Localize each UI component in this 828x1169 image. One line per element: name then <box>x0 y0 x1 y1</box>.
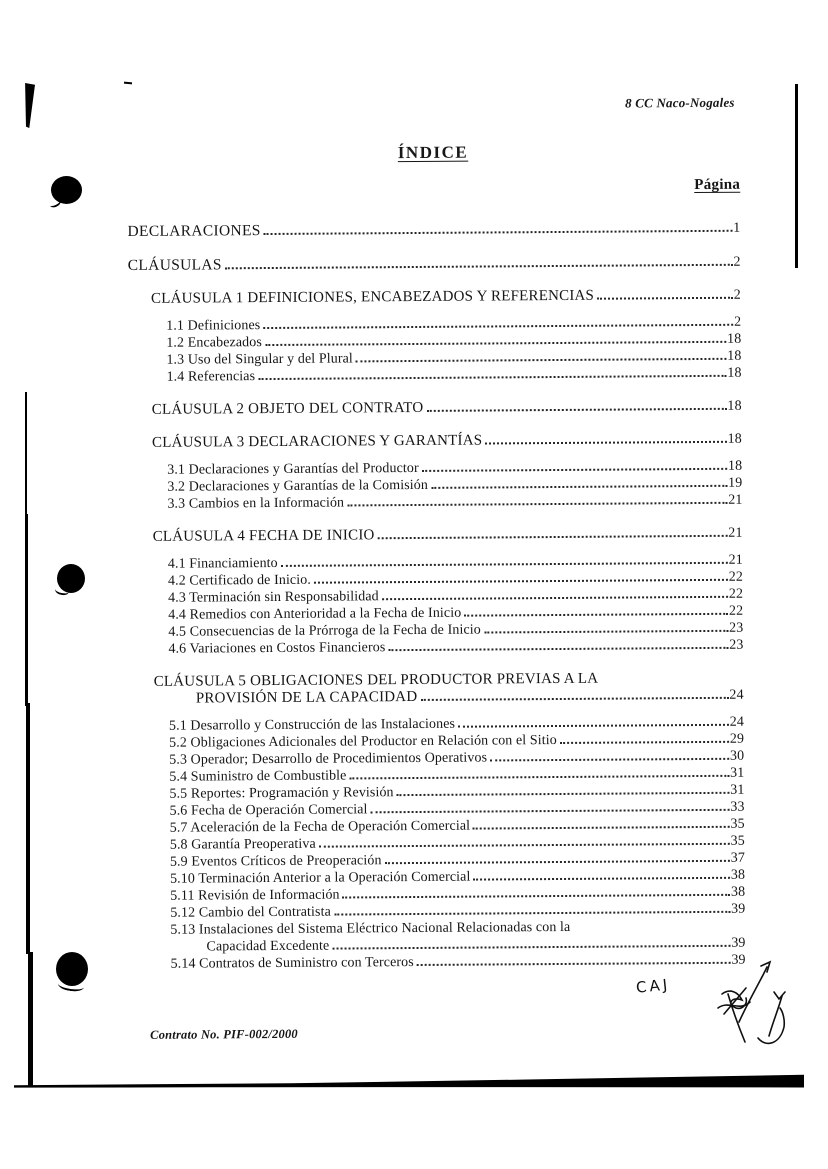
toc-leader-dots <box>347 502 727 507</box>
toc-entry-label: 5.12 Cambio del Contratista <box>170 904 331 921</box>
toc-entry-label: 5.1 Desarrollo y Construcción de las Instalaciones <box>168 716 456 734</box>
toc-entry-label: 5.8 Garantía Preoperativa <box>169 836 316 853</box>
toc-leader-dots <box>263 324 733 329</box>
toc-entry-label: 4.4 Remedios con Anterioridad a la Fecha de Inicio <box>168 605 462 623</box>
toc-entry-label: CLÁUSULA 2 OBJETO DEL CONTRATO <box>151 399 424 418</box>
toc-entry-page: 35 <box>730 833 745 849</box>
toc-leader-dots <box>417 962 731 966</box>
toc-leader-dots <box>378 535 728 539</box>
toc-entry-page: 31 <box>730 782 745 798</box>
toc-leader-dots <box>314 579 728 584</box>
toc-leader-dots <box>422 468 727 472</box>
toc-entry-page: 2 <box>733 254 741 270</box>
toc-entry-label: Capacidad Excedente <box>206 938 330 955</box>
toc-entry-page: 31 <box>730 765 745 781</box>
toc-leader-dots <box>484 630 728 634</box>
toc-entry-line <box>152 431 742 452</box>
toc-entry-page: 35 <box>730 816 745 832</box>
toc-entry-label: 5.7 Aceleración de la Fecha de Operación Comercial <box>169 818 471 836</box>
toc-leader-dots <box>264 230 733 235</box>
toc-entry-line <box>154 687 744 708</box>
toc-entry-page: 23 <box>729 637 744 653</box>
toc-entry <box>133 952 746 973</box>
toc-leader-dots <box>485 441 726 445</box>
toc-leader-dots <box>343 894 730 899</box>
toc-leader-dots <box>464 613 728 617</box>
toc-leader-dots <box>473 826 729 830</box>
toc-entry-page: 39 <box>731 901 746 917</box>
toc-entry-page: 29 <box>729 731 745 747</box>
toc-entry-page: 38 <box>730 867 746 883</box>
toc-entry-label: 5.14 Contratos de Suministro con Terceros <box>170 955 414 972</box>
toc-leader-dots <box>225 264 733 270</box>
toc-leader-dots <box>258 375 726 380</box>
toc-entry-label: 5.11 Revisión de Información <box>170 887 340 904</box>
toc-entry <box>127 219 740 241</box>
toc-leader-dots <box>473 877 729 881</box>
toc-entry-line <box>128 253 741 275</box>
toc-list <box>127 219 745 973</box>
toc-entry-label: 1.2 Encabezados <box>166 335 262 351</box>
toc-entry-label: 5.6 Fecha de Operación Comercial <box>169 802 368 819</box>
toc-entry-label: 1.3 Uso del Singular y del Plural <box>166 351 353 368</box>
toc-entry-label: 3.2 Declaraciones y Garantías de la Comisión <box>167 477 428 495</box>
toc-entry-page: 22 <box>728 586 744 602</box>
toc-entry <box>129 431 742 452</box>
toc-entry-page: 2 <box>733 287 742 303</box>
toc-entry <box>129 492 742 513</box>
toc-entry-label: 3.3 Cambios en la Información <box>167 495 345 512</box>
toc-leader-dots <box>371 809 730 814</box>
toc-entry-line <box>171 952 746 973</box>
toc-entry-page: 18 <box>727 331 742 347</box>
toc-leader-dots <box>332 945 730 950</box>
toc-entry <box>131 670 744 708</box>
toc-entry-label: CLÁUSULAS <box>127 256 222 274</box>
toc-entry-page: 18 <box>727 431 743 447</box>
toc-entry-label: 5.9 Eventos Críticos de Preoperación <box>169 853 382 870</box>
handwritten-note: CAJ <box>635 975 672 997</box>
toc-entry-page: 38 <box>730 884 746 900</box>
signature-scribble <box>688 950 800 1050</box>
toc-entry-page: 39 <box>731 952 746 968</box>
toc-leader-dots <box>426 408 726 412</box>
toc-entry-label: 5.5 Reportes: Programación y Revisión <box>169 785 394 802</box>
toc-leader-dots <box>281 562 728 567</box>
toc-entry-label: 5.3 Operador; Desarrollo de Procedimientos Operativos <box>169 750 488 768</box>
toc-entry-page: 24 <box>729 714 745 730</box>
toc-entry-page: 19 <box>728 475 743 491</box>
toc-entry-label: 5.13 Instalaciones del Sistema Eléctrico Nacional Relacionadas con la <box>170 919 571 938</box>
toc-entry-page: 24 <box>729 687 744 703</box>
toc-leader-dots <box>265 341 726 346</box>
toc-entry-label: DECLARACIONES <box>127 222 261 240</box>
toc-entry-page: 18 <box>727 365 742 381</box>
toc-entry <box>129 398 742 419</box>
toc-entry-page: 21 <box>728 525 743 541</box>
toc-entry-label: 4.5 Consecuencias de la Prórroga de la Fecha de Inicio <box>168 622 481 640</box>
toc-entry <box>132 918 745 956</box>
toc-entry <box>128 287 741 308</box>
toc-entry-line <box>167 492 742 513</box>
toc-entry-page: 18 <box>727 458 743 474</box>
toc-entry-label: 4.3 Terminación sin Responsabilidad <box>168 589 379 606</box>
toc-entry-page: 22 <box>728 569 744 585</box>
toc-entry-label: 1.4 Referencias <box>166 369 256 385</box>
toc-entry-page: 21 <box>728 552 743 568</box>
toc-entry <box>128 253 741 275</box>
toc-entry-page: 18 <box>727 398 742 414</box>
toc-entry-page: 37 <box>730 850 745 866</box>
toc-entry-page: 18 <box>727 348 742 364</box>
toc-entry-line <box>153 525 743 546</box>
toc-entry-line <box>127 219 740 241</box>
toc-leader-dots <box>382 596 728 600</box>
toc-leader-dots <box>397 792 730 796</box>
toc-entry-label: CLÁUSULA 1 DEFINICIONES, ENCABEZADOS Y REFERENCIAS <box>150 287 595 307</box>
toc-entry-page: 2 <box>734 314 742 330</box>
toc-entry-page: 22 <box>728 603 744 619</box>
toc-entry <box>130 525 743 546</box>
toc-entry-label: 4.2 Certificado de Inicio. <box>167 572 311 589</box>
toc-entry-line <box>151 287 741 308</box>
toc-entry-page: 1 <box>733 220 741 236</box>
toc-leader-dots <box>597 297 733 300</box>
toc-entry-label: PROVISIÓN DE LA CAPACIDAD <box>195 688 418 707</box>
toc-entry-page: 30 <box>729 748 745 764</box>
page-title: ÍNDICE <box>397 142 469 163</box>
toc-leader-dots <box>319 843 730 848</box>
toc-leader-dots <box>356 358 726 363</box>
toc-entry <box>130 637 743 658</box>
toc-entry-label: 5.4 Suministro de Combustible <box>169 768 347 785</box>
toc-leader-dots <box>490 758 729 762</box>
toc-entry-page: 23 <box>729 620 744 636</box>
toc-leader-dots <box>388 647 728 651</box>
toc-entry-label: 5.2 Obligaciones Adicionales del Productor en Relación con el Sitio <box>169 733 557 751</box>
toc-entry-label: 5.10 Terminación Anterior a la Operación Comercial <box>169 869 471 887</box>
toc-entry-page: 21 <box>728 492 743 508</box>
toc-entry-label: CLÁUSULA 3 DECLARACIONES Y GARANTÍAS <box>151 432 483 451</box>
toc-leader-dots <box>385 860 730 864</box>
toc-entry-label: 3.1 Declaraciones y Garantías del Productor <box>167 460 419 478</box>
toc-leader-dots <box>458 724 729 728</box>
toc-entry-line <box>166 365 741 386</box>
toc-entry <box>128 365 741 386</box>
toc-leader-dots <box>349 775 729 780</box>
doc-ref-header: 8 CC Naco-Nogales <box>625 94 735 111</box>
toc-entry-page: 39 <box>731 935 746 951</box>
page-column-label: Página <box>694 176 741 194</box>
toc-leader-dots <box>420 697 728 701</box>
toc-leader-dots <box>431 485 727 489</box>
toc-entry-line <box>168 637 743 658</box>
toc-entry-label: CLÁUSULA 4 FECHA DE INICIO <box>152 527 375 545</box>
toc-entry-label: 4.6 Variaciones en Costos Financieros <box>168 640 386 657</box>
toc-leader-dots <box>334 911 730 916</box>
toc-leader-dots <box>560 741 729 744</box>
toc-entry-label: 1.1 Definiciones <box>166 318 261 334</box>
toc-entry-label: CLÁUSULA 5 OBLIGACIONES DEL PRODUCTOR PREVIAS A LA <box>153 670 599 690</box>
toc-entry-label: 4.1 Financiamiento <box>167 555 278 572</box>
footer-contract-number: Contrato No. PIF-002/2000 <box>150 1026 298 1042</box>
toc-entry-page: 33 <box>730 799 745 815</box>
toc-entry-line <box>152 398 742 419</box>
